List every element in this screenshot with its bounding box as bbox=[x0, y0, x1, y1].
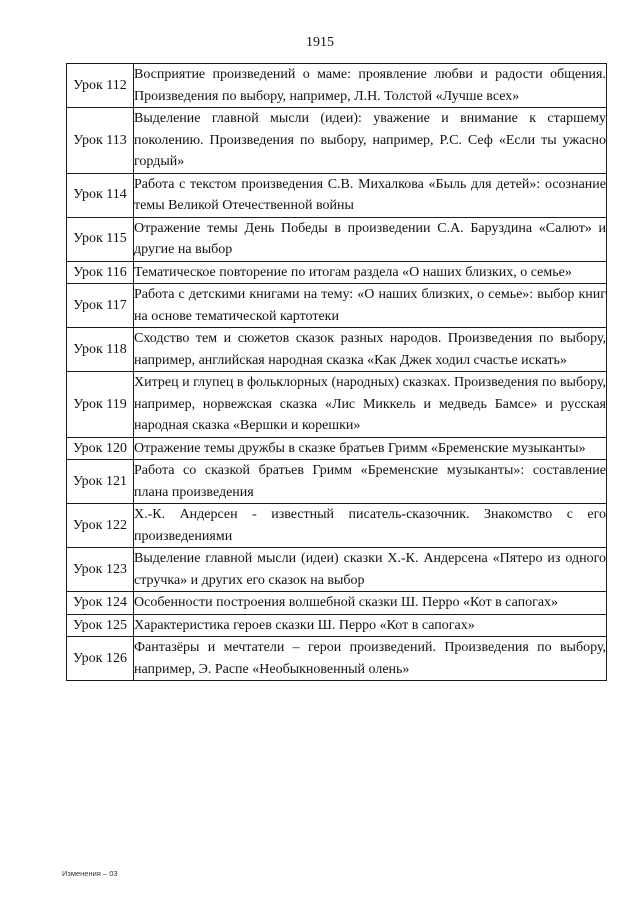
lesson-number-cell: Урок 115 bbox=[67, 217, 134, 261]
table-row bbox=[67, 173, 607, 217]
lesson-topic-cell: Особенности построения волшебной сказки Ш. Перро «Кот в сапогах» bbox=[134, 592, 607, 615]
lesson-number-cell: Урок 122 bbox=[67, 504, 134, 548]
table-row bbox=[67, 504, 607, 548]
table-row bbox=[67, 637, 607, 681]
lesson-topic-cell: Работа с текстом произведения С.В. Михалкова «Быль для детей»: осознание темы Великой Отечественной войны bbox=[134, 173, 607, 217]
lesson-topic-cell: Работа со сказкой братьев Гримм «Бременские музыканты»: составление плана произведения bbox=[134, 460, 607, 504]
lesson-number-cell: Урок 112 bbox=[67, 64, 134, 108]
table-row bbox=[67, 217, 607, 261]
lesson-number-cell: Урок 114 bbox=[67, 173, 134, 217]
lesson-topic-cell: Характеристика героев сказки Ш. Перро «Кот в сапогах» bbox=[134, 614, 607, 637]
lesson-number-cell: Урок 113 bbox=[67, 108, 134, 174]
lesson-number-cell: Урок 120 bbox=[67, 437, 134, 460]
lesson-number-cell: Урок 124 bbox=[67, 592, 134, 615]
lesson-topic-cell: Выделение главной мысли (идеи): уважение и внимание к старшему поколению. Произведения по выбору, например, Р.С. Сеф «Если ты ужасно гордый» bbox=[134, 108, 607, 174]
table-row bbox=[67, 328, 607, 372]
lesson-topic-cell: Фантазёры и мечтатели – герои произведений. Произведения по выбору, например, Э. Распе «Необыкновенный олень» bbox=[134, 637, 607, 681]
lesson-topic-cell: Х.-К. Андерсен - известный писатель-сказочник. Знакомство с его произведениями bbox=[134, 504, 607, 548]
lesson-number-cell: Урок 118 bbox=[67, 328, 134, 372]
table-row bbox=[67, 284, 607, 328]
footer-revision-note: Изменения – 03 bbox=[62, 869, 118, 878]
lessons-table bbox=[66, 63, 607, 681]
table-row bbox=[67, 64, 607, 108]
lesson-topic-cell: Восприятие произведений о маме: проявление любви и радости общения. Произведения по выбору, например, Л.Н. Толстой «Лучше всех» bbox=[134, 64, 607, 108]
lesson-number-cell: Урок 116 bbox=[67, 261, 134, 284]
lesson-number-cell: Урок 117 bbox=[67, 284, 134, 328]
lesson-number-cell: Урок 121 bbox=[67, 460, 134, 504]
table-row bbox=[67, 261, 607, 284]
lesson-topic-cell: Выделение главной мысли (идеи) сказки Х.-К. Андерсена «Пятеро из одного стручка» и других его сказок на выбор bbox=[134, 548, 607, 592]
lessons-table-body bbox=[67, 64, 607, 681]
lesson-number-cell: Урок 119 bbox=[67, 372, 134, 438]
lesson-topic-cell: Хитрец и глупец в фольклорных (народных) сказках. Произведения по выбору, например, норвежская сказка «Лис Миккель и медведь Бамсе» и русская народная сказка «Вершки и корешки» bbox=[134, 372, 607, 438]
table-row bbox=[67, 108, 607, 174]
table-row bbox=[67, 548, 607, 592]
lesson-topic-cell: Сходство тем и сюжетов сказок разных народов. Произведения по выбору, например, английская народная сказка «Как Джек ходил счастье искать» bbox=[134, 328, 607, 372]
table-row bbox=[67, 460, 607, 504]
table-row bbox=[67, 592, 607, 615]
table-row bbox=[67, 437, 607, 460]
lesson-topic-cell: Работа с детскими книгами на тему: «О наших близких, о семье»: выбор книг на основе тематической картотеки bbox=[134, 284, 607, 328]
lesson-number-cell: Урок 123 bbox=[67, 548, 134, 592]
lesson-topic-cell: Отражение темы День Победы в произведении С.А. Баруздина «Салют» и другие на выбор bbox=[134, 217, 607, 261]
table-row bbox=[67, 372, 607, 438]
lesson-number-cell: Урок 125 bbox=[67, 614, 134, 637]
lesson-topic-cell: Отражение темы дружбы в сказке братьев Гримм «Бременские музыканты» bbox=[134, 437, 607, 460]
lesson-number-cell: Урок 126 bbox=[67, 637, 134, 681]
table-row bbox=[67, 614, 607, 637]
lesson-topic-cell: Тематическое повторение по итогам раздела «О наших близких, о семье» bbox=[134, 261, 607, 284]
page-number: 1915 bbox=[306, 35, 334, 50]
